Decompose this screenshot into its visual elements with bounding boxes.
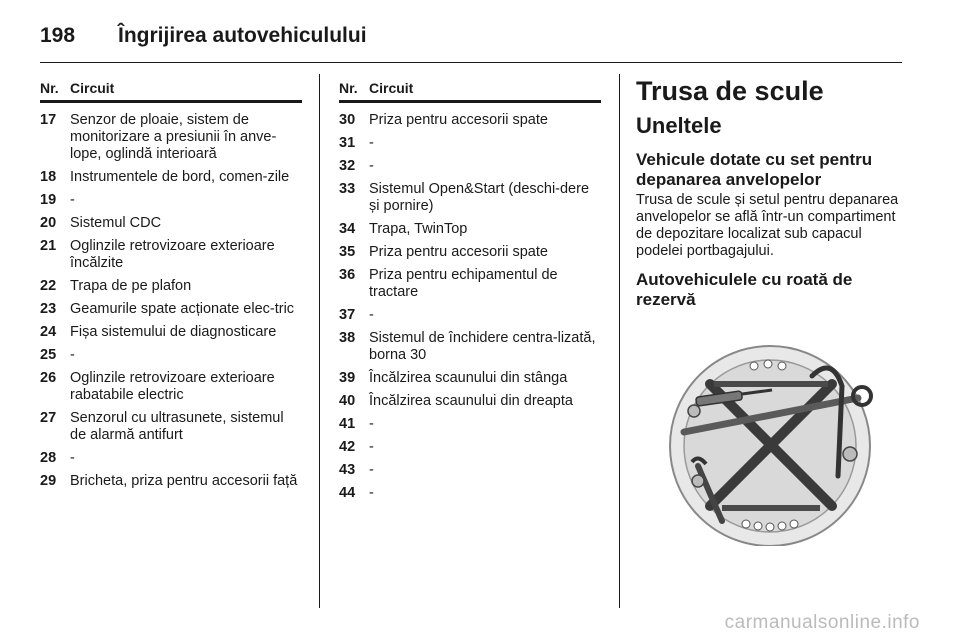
fuse-circuit: Senzor de ploaie, sistem de monitorizare a presiunii în anve-lope, oglindă interioară [70, 112, 277, 162]
fuse-circuit: Trapa, TwinTop [369, 221, 468, 237]
header-rule [40, 62, 902, 63]
fuse-circuit: Geamurile spate acționate elec-tric [70, 301, 295, 317]
table-row [339, 158, 601, 175]
fuse-number: 24 [40, 324, 57, 340]
table-row [40, 473, 302, 490]
table-rows [339, 112, 601, 502]
fuse-circuit: - [369, 439, 374, 455]
fuse-number: 41 [339, 416, 356, 432]
fuse-circuit: Sistemul de închidere centra-lizată, borna 30 [369, 330, 596, 363]
fuse-circuit: Încălzirea scaunului din dreapta [369, 393, 573, 409]
fuse-circuit: Priza pentru accesorii spate [369, 112, 548, 128]
fuse-number: 17 [40, 112, 57, 128]
table-row [339, 181, 601, 215]
table-row [339, 439, 601, 456]
spare-wheel-tools-illustration [662, 336, 900, 546]
watermark: carmanualsonline.info [724, 612, 920, 633]
table-header [40, 80, 302, 103]
table-rows [40, 112, 302, 490]
fuse-number: 32 [339, 158, 356, 174]
section-subtitle: Uneltele [636, 113, 722, 138]
table-row [339, 307, 601, 324]
fuse-circuit: Trapa de pe plafon [70, 278, 192, 294]
fuse-circuit: - [369, 485, 374, 501]
table-row [40, 370, 302, 404]
fuse-number: 19 [40, 192, 57, 208]
fuse-number: 43 [339, 462, 356, 478]
fuse-circuit: Bricheta, priza pentru accesorii față [70, 473, 298, 489]
fuse-circuit: Oglinzile retrovizoare exterioare rabatabile electric [70, 370, 275, 403]
fuse-circuit: Sistemul Open&Start (deschi-dere și pornire) [369, 181, 590, 214]
table-row [339, 112, 601, 129]
fuse-circuit: Oglinzile retrovizoare exterioare încălzite [70, 238, 275, 271]
fuse-table-left [40, 80, 302, 490]
table-row [40, 301, 302, 318]
fuse-circuit: Priza pentru accesorii spate [369, 244, 548, 260]
table-row [339, 221, 601, 238]
fuse-circuit: - [70, 450, 75, 466]
fuse-circuit: Sistemul CDC [70, 215, 162, 231]
table-row [40, 215, 302, 232]
fuse-circuit: - [369, 416, 374, 432]
table-row [339, 267, 601, 301]
col-circuit-header: Circuit [369, 80, 414, 96]
fuse-number: 44 [339, 485, 356, 501]
fuse-number: 20 [40, 215, 57, 231]
table-row [40, 278, 302, 295]
fuse-number: 31 [339, 135, 356, 151]
repair-kit-paragraph: Trusa de scule și setul pentru depanarea anvelopelor se află într-un compartiment de depozitare localizat sub capacul podelei portbagajului. [636, 192, 899, 259]
fuse-circuit: Încălzirea scaunului din stânga [369, 370, 568, 386]
tool-kit-section [636, 74, 908, 310]
table-row [40, 324, 302, 341]
fuse-number: 28 [40, 450, 57, 466]
col-nr-header: Nr. [40, 80, 59, 96]
page-title: Îngrijirea autovehiculului [118, 24, 367, 47]
fuse-number: 39 [339, 370, 356, 386]
fuse-circuit: Priza pentru echipamentul de tractare [369, 267, 558, 300]
page-header [40, 16, 367, 56]
col-nr-header: Nr. [339, 80, 358, 96]
fuse-circuit: Fișa sistemului de diagnosticare [70, 324, 277, 340]
fuse-circuit: - [369, 307, 374, 323]
fuse-circuit: - [70, 192, 75, 208]
table-row [339, 393, 601, 410]
table-row [40, 347, 302, 364]
fuse-number: 35 [339, 244, 356, 260]
fuse-circuit: - [70, 347, 75, 363]
heading-repair-kit: Vehicule dotate cu set pentru depanarea anvelopelor [636, 150, 873, 189]
table-row [40, 238, 302, 272]
fuse-number: 21 [40, 238, 57, 254]
fuse-number: 18 [40, 169, 57, 185]
section-title: Trusa de scule [636, 76, 824, 106]
table-row [40, 192, 302, 209]
page-number: 198 [40, 24, 76, 47]
table-row [339, 485, 601, 502]
heading-spare-wheel: Autovehiculele cu roată de rezervă [636, 270, 853, 309]
fuse-number: 34 [339, 221, 356, 237]
table-row [339, 244, 601, 261]
table-row [40, 450, 302, 467]
fuse-number: 23 [40, 301, 57, 317]
table-row [40, 112, 302, 163]
fuse-number: 22 [40, 278, 57, 294]
table-header [339, 80, 601, 103]
fuse-number: 25 [40, 347, 57, 363]
fuse-number: 33 [339, 181, 356, 197]
table-row [339, 462, 601, 479]
fuse-table-right [339, 80, 601, 502]
fuse-circuit: - [369, 158, 374, 174]
fuse-circuit: - [369, 462, 374, 478]
fuse-number: 38 [339, 330, 356, 346]
table-row [40, 410, 302, 444]
fuse-circuit: Senzorul cu ultrasunete, sistemul de alarmă antifurt [70, 410, 284, 443]
col-circuit-header: Circuit [70, 80, 115, 96]
fuse-number: 37 [339, 307, 356, 323]
fuse-number: 36 [339, 267, 356, 283]
column-divider [319, 74, 320, 608]
fuse-number: 29 [40, 473, 57, 489]
fuse-circuit: Instrumentele de bord, comen-zile [70, 169, 290, 185]
column-divider [619, 74, 620, 608]
fuse-circuit: - [369, 135, 374, 151]
table-row [339, 370, 601, 387]
fuse-number: 26 [40, 370, 57, 386]
table-row [339, 416, 601, 433]
table-row [339, 135, 601, 152]
fuse-number: 40 [339, 393, 356, 409]
fuse-number: 30 [339, 112, 356, 128]
fuse-number: 42 [339, 439, 356, 455]
table-row [339, 330, 601, 364]
table-row [40, 169, 302, 186]
fuse-number: 27 [40, 410, 57, 426]
tool-kit-drawing [662, 336, 900, 546]
